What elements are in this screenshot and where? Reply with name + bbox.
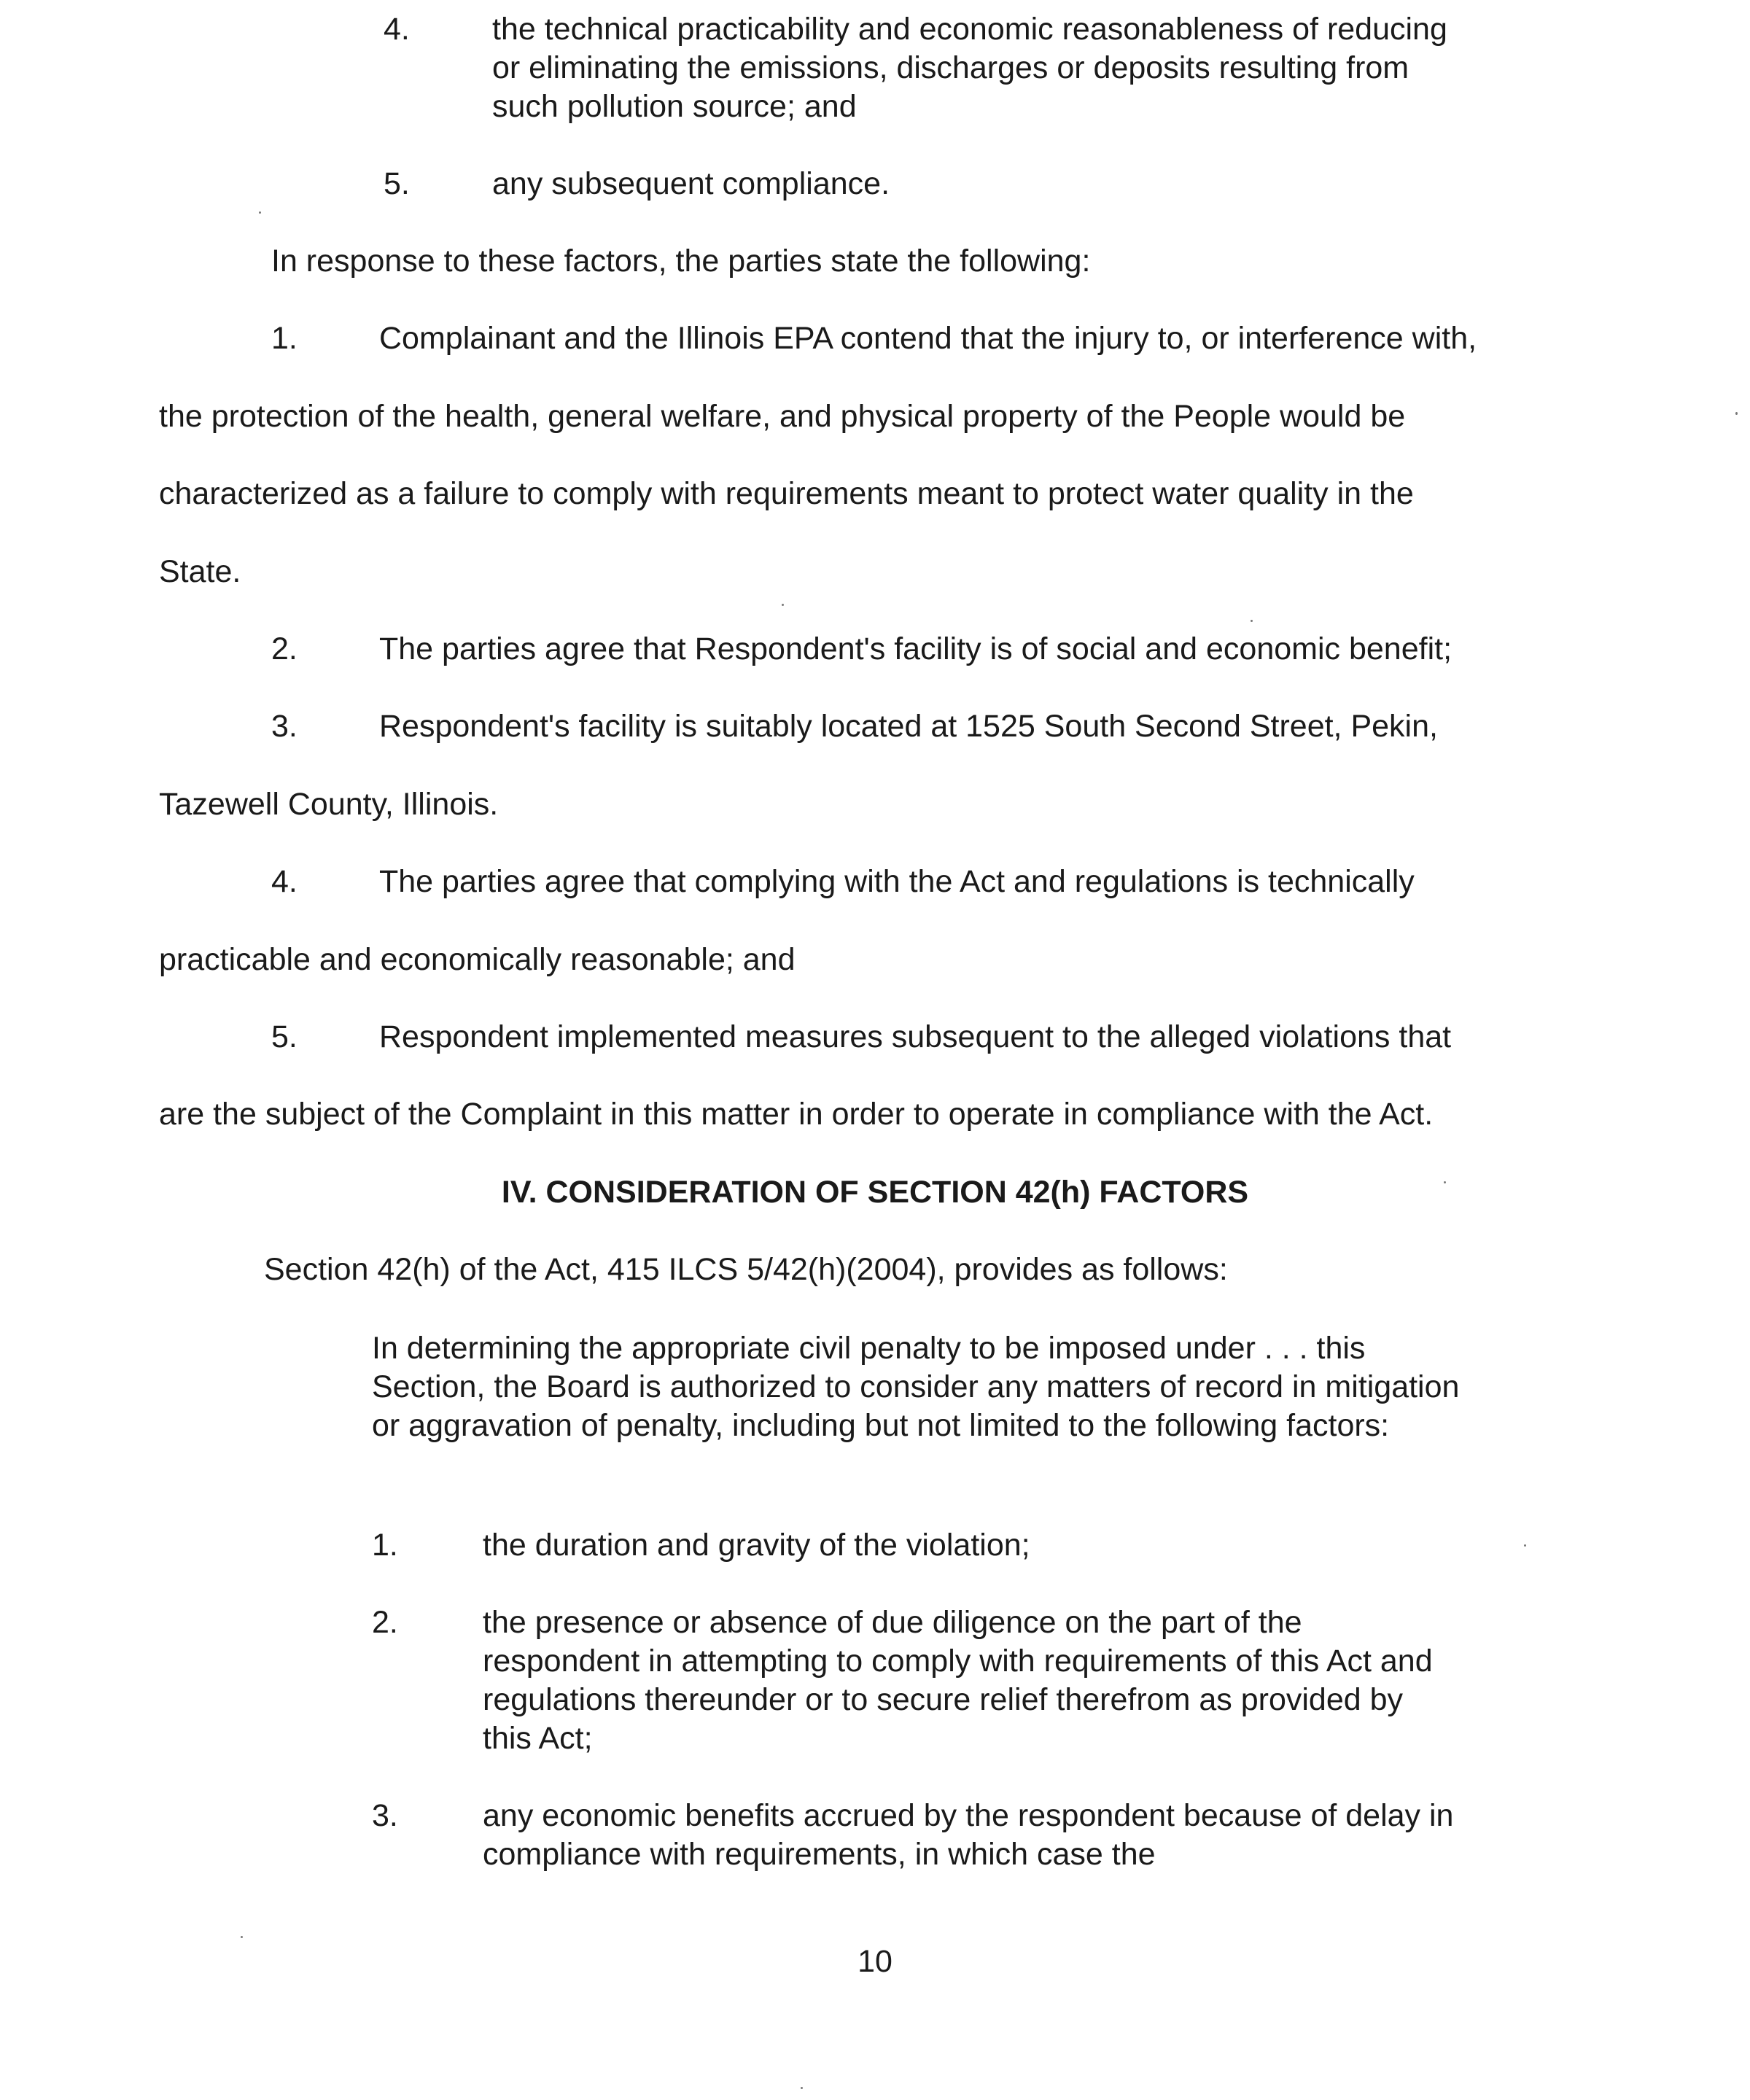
para-2-first-line: The parties agree that Respondent's facility is of social and economic benefit; — [379, 631, 1452, 666]
scan-speck — [241, 1936, 243, 1938]
para-4-line-2: practicable and economically reasonable; and — [159, 942, 796, 977]
factor-2-text: the presence or absence of due diligence on the part of the respondent in attempting to comply with requirements of this Act and regulations thereunder or to secure relief therefrom as provided by this Act; — [483, 1605, 1433, 1756]
scan-speck — [1444, 1181, 1446, 1183]
para-5-line-2: are the subject of the Complaint in this matter in order to operate in compliance with the Act. — [159, 1097, 1434, 1132]
scan-speck — [1524, 1544, 1526, 1547]
scan-speck — [801, 2087, 803, 2089]
para-1-number: 1. — [271, 321, 298, 356]
para-4-number: 4. — [271, 864, 298, 899]
para-1-first-line: Complainant and the Illinois EPA contend that the injury to, or interference with, — [379, 321, 1477, 356]
scan-speck — [1251, 620, 1253, 622]
para-5-number: 5. — [271, 1019, 298, 1054]
para-4-first-line: The parties agree that complying with the Act and regulations is technically — [379, 864, 1415, 899]
factor-2-number: 2. — [372, 1605, 398, 1640]
factor-1-text: the duration and gravity of the violation; — [483, 1528, 1030, 1563]
section-intro: Section 42(h) of the Act, 415 ILCS 5/42(h)(2004), provides as follows: — [264, 1252, 1228, 1287]
scan-speck — [782, 604, 784, 606]
top-list-item-4-number: 4. — [384, 12, 410, 47]
para-1-line-3: characterized as a failure to comply with requirements meant to protect water quality in the — [159, 476, 1414, 511]
para-1-line-4: State. — [159, 554, 241, 589]
section-heading: IV. CONSIDERATION OF SECTION 42(h) FACTORS — [501, 1175, 1249, 1210]
scan-speck — [1735, 412, 1738, 415]
factor-3-text: any economic benefits accrued by the respondent because of delay in compliance with requirements, in which case the — [483, 1798, 1454, 1872]
factor-3-number: 3. — [372, 1798, 398, 1833]
para-3-line-2: Tazewell County, Illinois. — [159, 787, 499, 822]
para-1-line-2: the protection of the health, general welfare, and physical property of the People would be — [159, 399, 1406, 434]
page-number: 10 — [858, 1944, 892, 1979]
top-list-item-5-text: any subsequent compliance. — [492, 166, 890, 201]
statute-quote: In determining the appropriate civil penalty to be imposed under . . . this Section, the Board is authorized to consider any matters of record in mitigation or aggravation of penalty, including but not limited to the following factors: — [372, 1331, 1460, 1443]
para-5-first-line: Respondent implemented measures subsequent to the alleged violations that — [379, 1019, 1452, 1054]
para-2-number: 2. — [271, 631, 298, 666]
para-3-number: 3. — [271, 709, 298, 744]
para-3-first-line: Respondent's facility is suitably located at 1525 South Second Street, Pekin, — [379, 709, 1438, 744]
top-list-item-5-number: 5. — [384, 166, 410, 201]
factor-1-number: 1. — [372, 1528, 398, 1563]
top-list-item-4-text: the technical practicability and economic reasonableness of reducing or eliminating the emissions, discharges or deposits resulting from such pollution source; and — [492, 12, 1447, 124]
response-intro: In response to these factors, the parties state the following: — [271, 244, 1091, 279]
scan-speck — [259, 211, 261, 214]
